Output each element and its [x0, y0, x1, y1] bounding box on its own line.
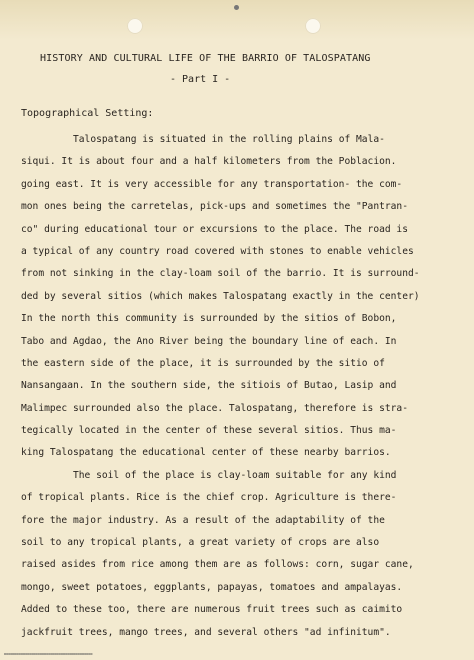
text-line: mon ones being the carretelas, pick-ups and sometimes the "Pantran-	[21, 201, 408, 213]
footer-imprint: ▬▬▬▬▬▬▬▬▬▬▬▬▬▬▬▬▬▬▬▬▬▬▬▬▬▬▬▬▬▬▬▬▬▬▬▬▬▬▬▬▬▬	[4, 652, 93, 656]
text-line: Tabo and Agdao, the Ano River being the boundary line of each. In	[21, 335, 397, 347]
text-line: soil to any tropical plants, a great variety of crops are also	[21, 537, 380, 549]
punch-hole-left	[127, 18, 143, 34]
section-heading: Topographical Setting:	[21, 108, 154, 119]
staple-mark	[234, 5, 239, 10]
text-line: from not sinking in the clay-loam soil of the barrio. It is surround-	[21, 268, 420, 280]
punch-hole-right	[305, 18, 321, 34]
text-line: ded by several sitios (which makes Talospatang exactly in the center)	[21, 290, 420, 302]
text-line: jackfruit trees, mango trees, and several others "ad infinitum".	[21, 626, 391, 638]
text-line: the eastern side of the place, it is surrounded by the sitio of	[21, 357, 385, 369]
document-body	[21, 129, 461, 644]
text-line: In the north this community is surrounded by the sitios of Bobon,	[21, 313, 397, 325]
text-line: raised asides from rice among them are as follows: corn, sugar cane,	[21, 559, 414, 571]
text-line: a typical of any country road covered with stones to enable vehicles	[21, 245, 414, 257]
text-line: of tropical plants. Rice is the chief crop. Agriculture is there-	[21, 492, 397, 504]
text-line: siqui. It is about four and a half kilometers from the Poblacion.	[21, 156, 397, 168]
text-line: co" during educational tour or excursions to the place. The road is	[21, 223, 408, 235]
text-line: tegically located in the center of these several sitios. Thus ma-	[21, 425, 397, 437]
text-line: fore the major industry. As a result of the adaptability of the	[21, 514, 385, 526]
text-line: mongo, sweet potatoes, eggplants, papayas, tomatoes and ampalayas.	[21, 581, 403, 593]
text-line: Added to these too, there are numerous fruit trees such as caimito	[21, 604, 403, 616]
text-line: Nansangaan. In the southern side, the sitiois of Butao, Lasip and	[21, 380, 397, 392]
text-line: The soil of the place is clay-loam suitable for any kind	[73, 469, 397, 481]
text-line: Malimpec surrounded also the place. Talospatang, therefore is stra-	[21, 402, 408, 414]
text-line: going east. It is very accessible for any transportation- the com-	[21, 178, 403, 190]
text-line: Talospatang is situated in the rolling plains of Mala-	[73, 134, 385, 145]
document-title: HISTORY AND CULTURAL LIFE OF THE BARRIO OF TALOSPATANG	[40, 53, 371, 64]
text-line: king Talospatang the educational center of these nearby barrios.	[21, 447, 391, 459]
part-label: - Part I -	[170, 74, 231, 85]
